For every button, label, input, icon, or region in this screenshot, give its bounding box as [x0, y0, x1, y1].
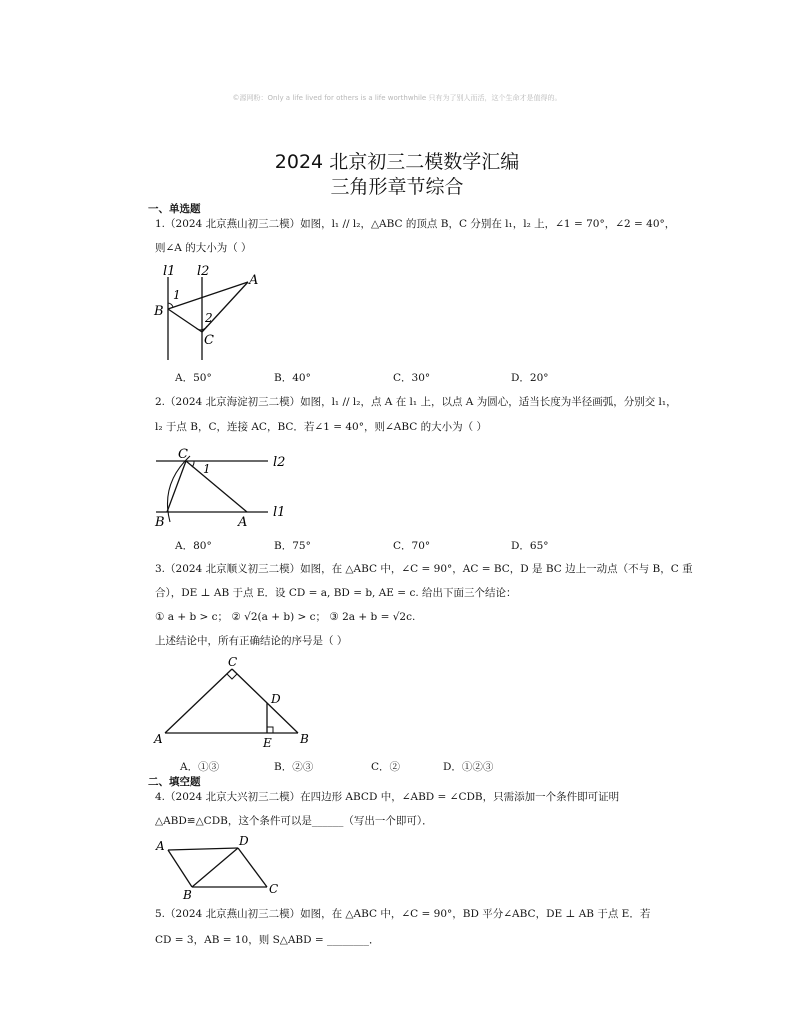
- q3-option-c[interactable]: C．②: [371, 761, 401, 773]
- q1-option-d[interactable]: D．20°: [511, 372, 549, 384]
- q3-figure: [150, 654, 320, 749]
- q3-label-d: D: [271, 692, 281, 706]
- q1-option-a[interactable]: A．50°: [175, 372, 212, 384]
- q2-option-a[interactable]: A．80°: [175, 540, 212, 552]
- q3-label-c: C: [228, 655, 238, 669]
- q1-option-c[interactable]: C．30°: [393, 372, 431, 384]
- q1-line2: 则∠A 的大小为（ ）: [155, 242, 252, 254]
- q4-figure: [150, 832, 290, 902]
- q2-line2: l₂ 于点 B，C，连接 AC，BC．若∠1 = 40°，则∠ABC 的大小为（ ）: [155, 421, 487, 433]
- q3-option-b[interactable]: B．②③: [274, 761, 314, 773]
- q4-line2: △ABD≌△CDB，这个条件可以是______（写出一个即可）．: [155, 815, 433, 827]
- q1-label-l2: l2: [197, 264, 210, 279]
- q1-angle-2: 2: [205, 311, 213, 325]
- q2-label-c: C: [178, 447, 188, 462]
- section-fill-in: 二、填空题: [148, 776, 201, 788]
- section-single-choice: 一、单选题: [148, 203, 201, 215]
- q4-line1: 4.（2024 北京大兴初三二模）在四边形 ABCD 中，∠ABD = ∠CDB，只需添加一个条件即可证明: [155, 791, 620, 803]
- q4-label-b: B: [183, 888, 192, 902]
- title-line1: 2024 北京初三二模数学汇编: [274, 151, 520, 173]
- q4-label-a: A: [156, 839, 165, 853]
- q1-label-b: B: [154, 304, 164, 319]
- title-line2: 三角形章节综合: [330, 176, 464, 198]
- q3-label-b: B: [300, 732, 309, 746]
- header-watermark: ©源网粉：Only a life lived for others is a life worthwhile 只有为了别人而活，这个生命才是值得的。: [232, 94, 562, 102]
- q3-label-a: A: [154, 732, 163, 746]
- q2-label-l2: l2: [273, 455, 286, 470]
- q3-line4: 上述结论中，所有正确结论的序号是（ ）: [155, 635, 348, 647]
- q1-label-a: A: [249, 273, 259, 288]
- q2-option-c[interactable]: C．70°: [393, 540, 431, 552]
- q2-figure: [150, 444, 300, 529]
- q1-label-c: C: [204, 333, 214, 348]
- q2-line1: 2.（2024 北京海淀初三二模）如图，l₁ // l₂，点 A 在 l₁ 上，以点 A 为圆心，适当长度为半径画弧，分别交 l₁，: [155, 396, 677, 408]
- q3-line3: ① a + b > c； ② √2(a + b) > c； ③ 2a + b = √2c.: [155, 611, 416, 623]
- q5-line2: CD = 3，AB = 10，则 S△ABD = ________．: [155, 934, 380, 946]
- q3-label-e: E: [263, 736, 272, 749]
- q2-option-b[interactable]: B．75°: [274, 540, 311, 552]
- q1-label-l1: l1: [163, 264, 176, 279]
- q2-label-b: B: [155, 515, 165, 529]
- q1-angle-1: 1: [173, 288, 181, 302]
- q3-option-a[interactable]: A．①③: [180, 761, 220, 773]
- q2-label-a: A: [238, 515, 248, 529]
- q1-figure: [150, 262, 270, 362]
- q4-label-c: C: [269, 882, 279, 896]
- q3-line1: 3.（2024 北京顺义初三二模）如图，在 △ABC 中，∠C = 90°，AC = BC，D 是 BC 边上一动点（不与 B，C 重: [155, 563, 693, 575]
- q4-label-d: D: [239, 834, 249, 848]
- q5-line1: 5.（2024 北京燕山初三二模）如图，在 △ABC 中，∠C = 90°，BD 平分∠ABC，DE ⊥ AB 于点 E．若: [155, 908, 651, 920]
- q3-option-d[interactable]: D．①②③: [443, 761, 494, 773]
- q2-option-d[interactable]: D．65°: [511, 540, 549, 552]
- q2-label-l1: l1: [273, 505, 286, 520]
- q3-line2: 合），DE ⊥ AB 于点 E．设 CD = a, BD = b, AE = c. 给出下面三个结论：: [155, 587, 517, 599]
- q2-angle-1: 1: [203, 462, 211, 476]
- q1-line1: 1.（2024 北京燕山初三二模）如图，l₁ // l₂，△ABC 的顶点 B，C 分别在 l₁，l₂ 上，∠1 = 70°，∠2 = 40°，: [155, 218, 676, 230]
- q1-option-b[interactable]: B．40°: [274, 372, 311, 384]
